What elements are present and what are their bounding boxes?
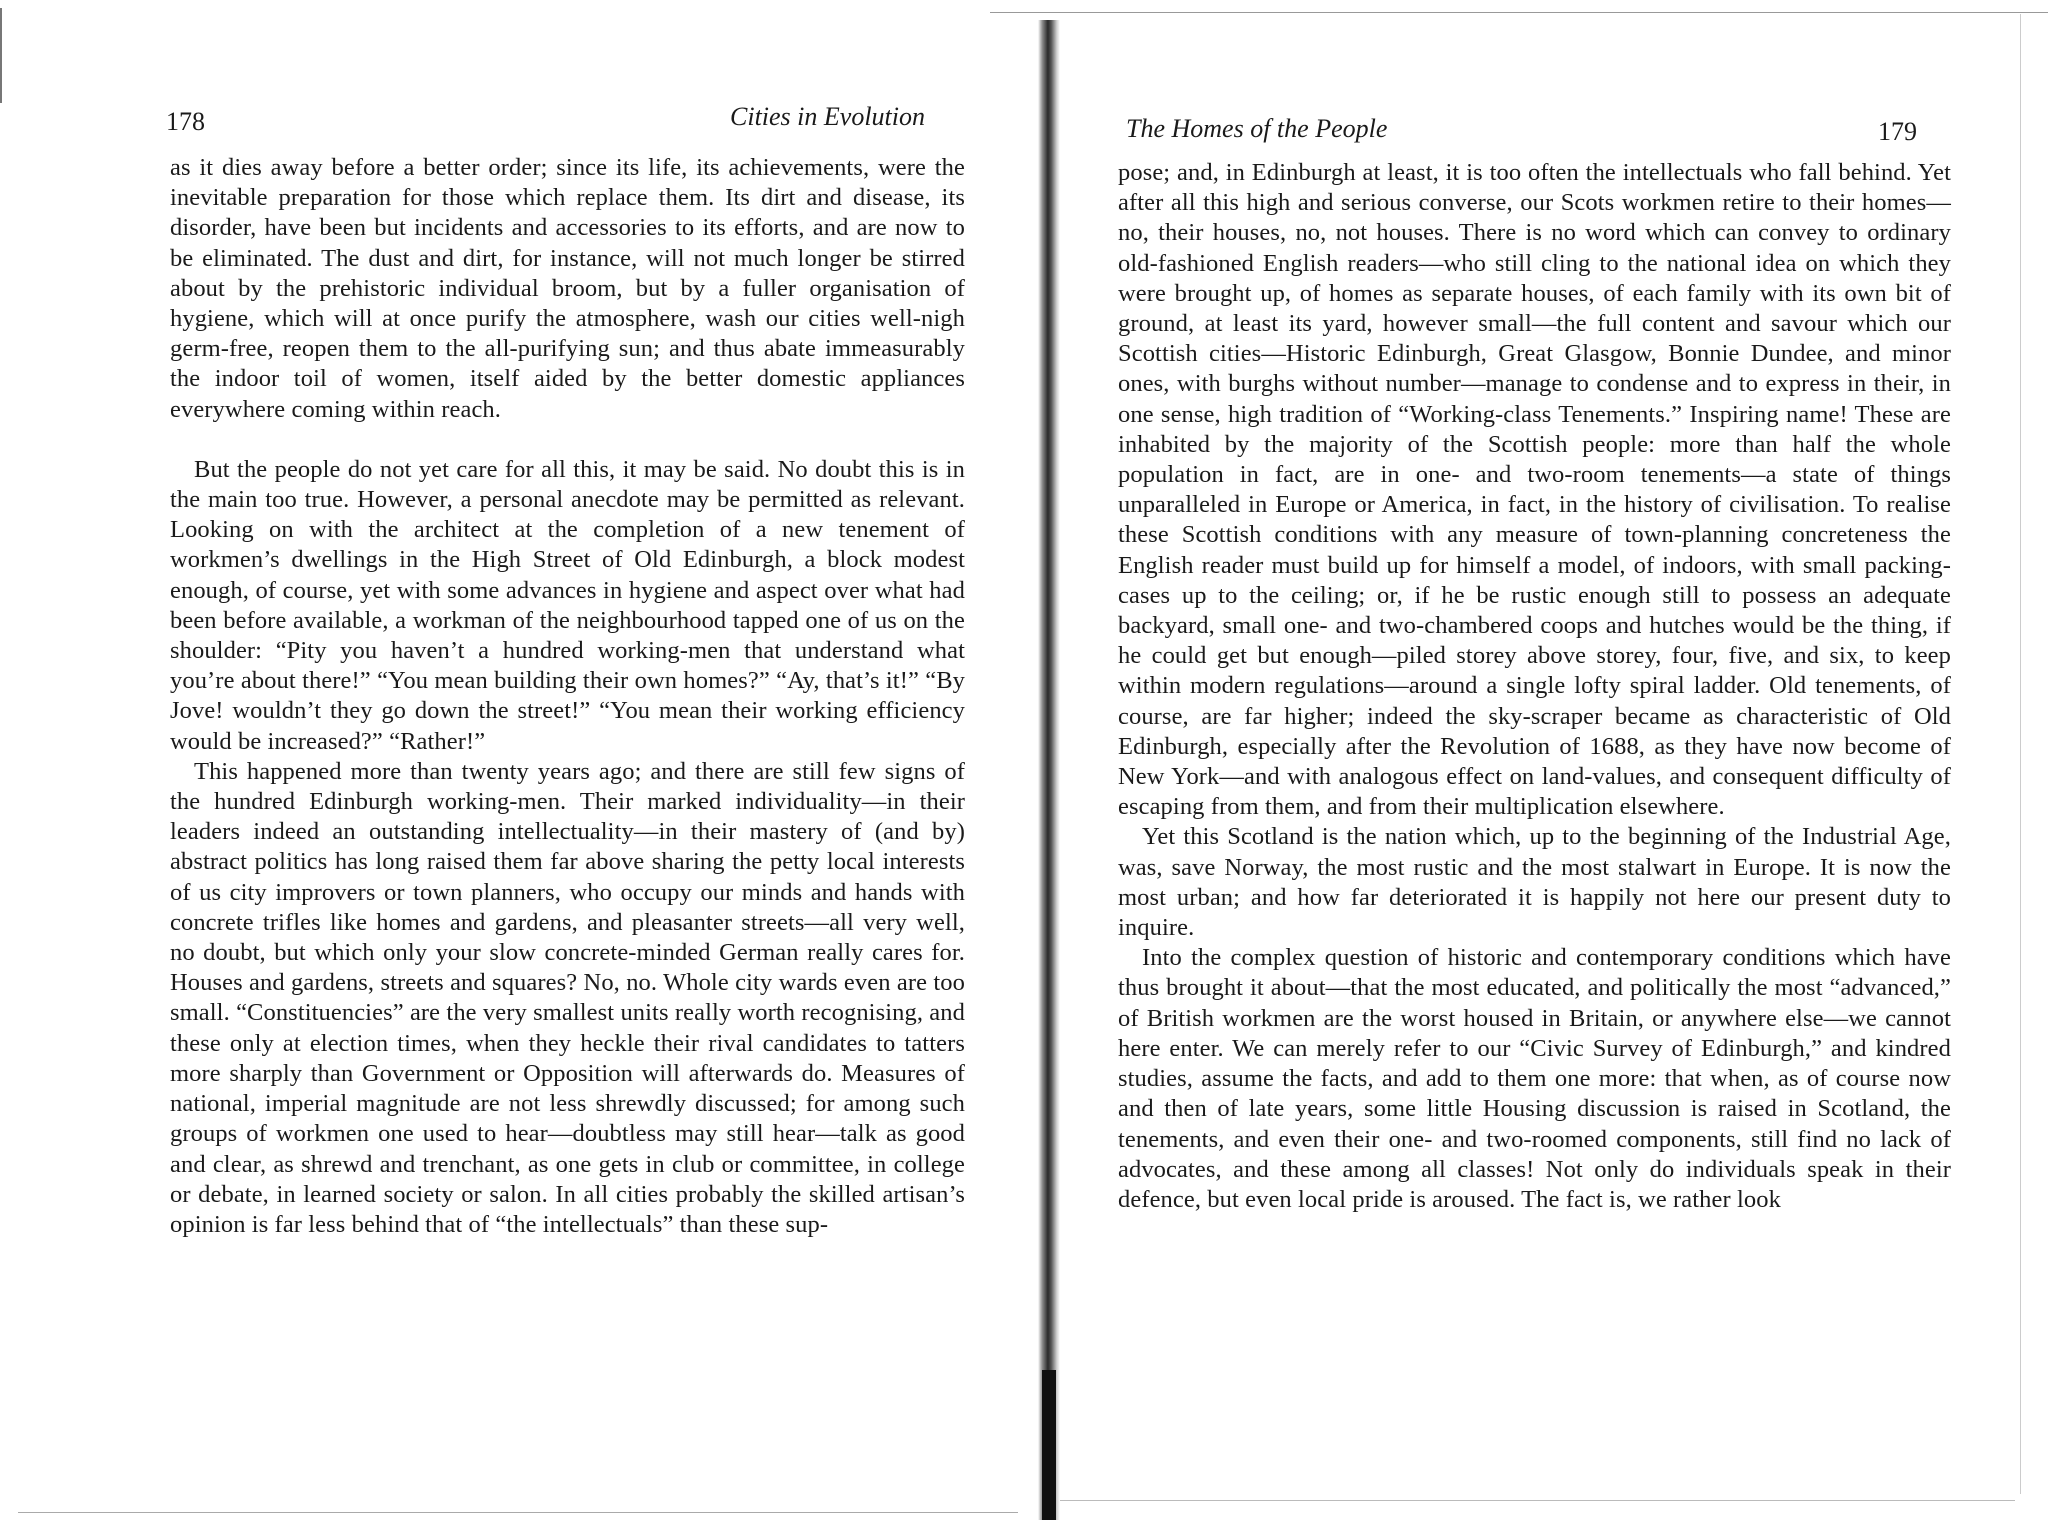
running-title: The Homes of the People [1126,114,1388,143]
body-text [170,153,965,1240]
paragraph: as it dies away before a better order; since its life, its achievements, were the inevitable preparation for those which replace them. Its dirt and disease, its disorder, have been but incidents and accessories to its efforts, and are now to be eliminated. The dust and dirt, for instance, will not much longer be stirred about by the prehistoric individual broom, but by a fuller organisation of hygiene, which will at once purify the atmosphere, wash our cities well-nigh germ-free, reopen them to the all-purifying sun; and thus abate immeasurably the indoor toil of women, itself aided by the better domestic appliances everywhere coming within reach. [170,154,965,423]
paragraph: Yet this Scotland is the nation which, up to the beginning of the Industrial Age, was, save Norway, the most rustic and the most stalwart in Europe. It is now the most urban; and how far deteriorated it is happily not here our present duty to inquire. [1118,823,1951,942]
paragraph: But the people do not yet care for all this, it may be said. No doubt this is in the main too true. However, a personal anecdote may be permitted as relevant. Looking on with the architect at the completion of a new tenement of workmen’s dwellings in the High Street of Old Edinburgh, a block modest enough, of course, yet with some advances in hygiene and aspect over what had been before available, a workman of the neighbourhood tapped one of us on the shoulder: “Pity you haven’t a hundred working-men that understand what you’re about there!” “You mean building their own homes?” “Ay, that’s it!” “By Jove! wouldn’t they go down the street!” “You mean their working efficiency would be increased?” “Rather!” [170,455,965,755]
page-number: 179 [1878,117,1917,146]
right-page [1030,0,2048,1531]
running-title: Cities in Evolution [730,102,925,131]
page-number: 178 [166,107,205,136]
body-text [1118,158,1951,1215]
paragraph: Into the complex question of historic and contemporary conditions which have thus brought it about—that the most educated, and politically the most “advanced,” of British workmen are the worst housed in Britain, or anywhere else—we cannot here enter. We can merely refer to our “Civic Survey of Edinburgh,” and kindred studies, assume the facts, and add to them one more: that when, as of course now and then of late years, some little Housing discussion is raised in Scotland, the tenements, and even their one- and two-roomed components, still find no lack of advocates, and these among all classes! Not only do individuals speak in their defence, but even local pride is aroused. The fact is, we rather look [1118,944,1951,1213]
paragraph: This happened more than twenty years ago; and there are still few signs of the hundred Edinburgh working-men. Their marked individuality—in their leaders indeed an outstanding intellectuality—in their mastery of (and by) abstract politics has long raised them far above sharing the petty local interests of us city improvers or town planners, who occupy our minds and hands with concrete trifles like homes and gardens, and pleasanter streets—all very well, no doubt, but which only your slow concrete-minded German really cares for. Houses and gardens, streets and squares? No, no. Whole city wards even are too small. “Constituencies” are the very smallest units really worth recognising, and these only at election times, when they heckle their rival candidates to tatters more sharply than Government or Opposition will afterwards do. Measures of national, imperial magnitude are not less shrewdly discussed; for among such groups of workmen one used to hear—doubtless may still hear—talk as good and clear, as shrewd and trenchant, as one gets in club or committee, in college or debate, in learned society or salon. In all cities probably the skilled artisan’s opinion is far less behind that of “the intellectuals” than these sup- [170,757,965,1238]
paragraph: pose; and, in Edinburgh at least, it is too often the intellectuals who fall behind. Yet after all this high and serious converse, our Scots workmen retire to their homes—no, their houses, no, not houses. There is no word which can convey to ordinary old-fashioned English readers—who still cling to the national idea on which they were brought up, of homes as separate houses, of each family with its own bit of ground, at least its yard, however small—the full content and savour which our Scottish cities—Historic Edinburgh, Great Glasgow, Bonnie Dundee, and minor ones, with burghs without number—manage to condense and to express in their, in one sense, high tradition of “Working-class Tenements.” Inspiring name! These are inhabited by the majority of the Scottish people: more than half the whole population in fact, are in one- and two-room tenements—a state of things unparalleled in Europe or America, in fact, in the history of civilisation. To realise these Scottish conditions with any measure of town-planning concreteness the English reader must build up for himself a model, of indoors, with small packing-cases up to the ceiling; or, if he be rustic enough still to possess an adequate backyard, small one- and two-chambered coops and hutches would be the thing, if he could get but enough—piled storey above storey, four, five, and six, to keep within modern regulations—around a single lofty spiral ladder. Old tenements, of course, are far higher; indeed the sky-scraper became as characteristic of Old Edinburgh, especially after the Revolution of 1688, as they have now become of New York—and with analogous effect on land-values, and consequent difficulty of escaping from them, and from their multiplication elsewhere. [1118,159,1951,821]
